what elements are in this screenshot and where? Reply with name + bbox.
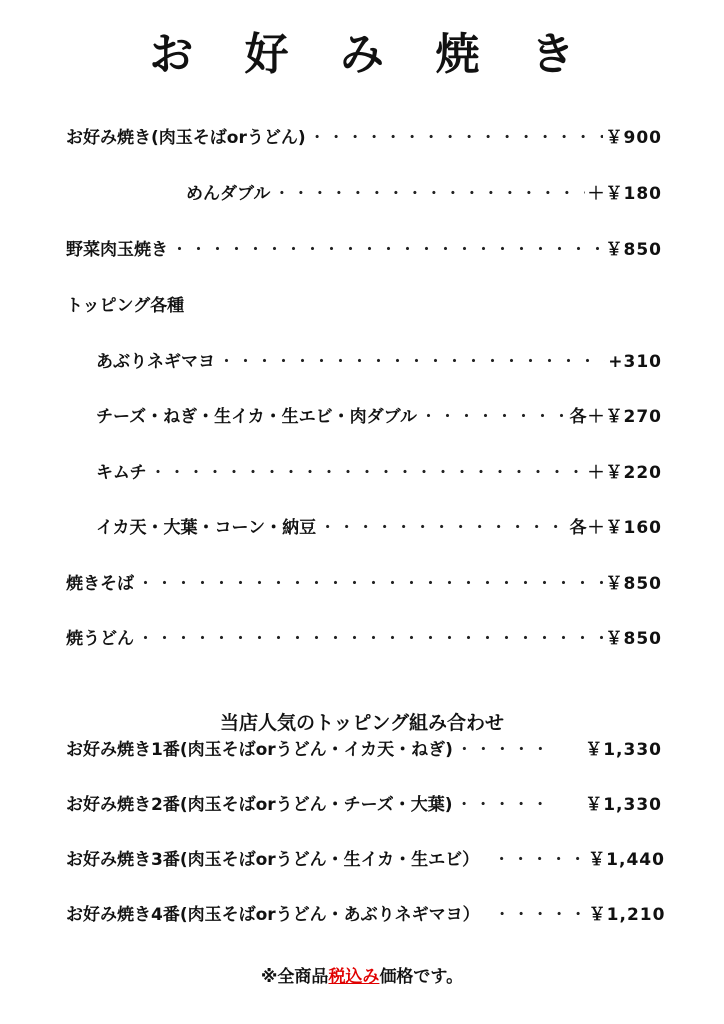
leader-dots	[319, 516, 566, 540]
menu-item-price: 各＋￥270	[569, 407, 662, 427]
combo-item-name: お好み焼き1番(肉玉そばorうどん・イカ天・ねぎ)	[66, 740, 453, 760]
menu-item-name: イカ天・大葉・コーン・納豆	[96, 518, 317, 538]
menu-item-price: ＋￥180	[587, 184, 662, 204]
combo-item	[66, 903, 666, 927]
menu-item	[96, 516, 662, 540]
tax-note-suffix: 価格です。	[379, 967, 464, 987]
menu-item-name: めんダブル	[186, 184, 271, 204]
menu-item-name: 焼うどん	[66, 629, 134, 649]
tax-note-highlight: 税込み	[328, 967, 380, 987]
menu-item	[66, 238, 662, 262]
leader-dots	[493, 848, 588, 872]
combo-item-price: ￥1,440	[588, 850, 665, 870]
leader-dots	[456, 738, 551, 762]
combo-item-price: ￥1,330	[585, 795, 662, 815]
menu-item-name: あぶりネギマヨ	[96, 352, 215, 372]
combo-item-name: お好み焼き3番(肉玉そばorうどん・生イカ・生エビ）	[66, 850, 480, 870]
menu-item-name: キムチ	[96, 463, 147, 483]
leader-dots	[150, 461, 585, 485]
menu-item	[66, 126, 662, 150]
combo-item-name: お好み焼き2番(肉玉そばorうどん・チーズ・大葉)	[66, 795, 453, 815]
menu-item	[66, 627, 662, 651]
menu-item-price: ￥850	[605, 629, 662, 649]
menu-item	[96, 350, 662, 374]
leader-dots	[420, 405, 567, 429]
combo-item-price: ￥1,330	[585, 740, 662, 760]
combo-item-name: お好み焼き4番(肉玉そばorうどん・あぶりネギマヨ）	[66, 905, 480, 925]
leader-dots	[494, 903, 589, 927]
menu-item-name: 野菜肉玉焼き	[66, 240, 168, 260]
menu-item-price: ￥900	[605, 128, 662, 148]
menu-item-price: 各＋￥160	[569, 518, 662, 538]
leader-dots	[218, 350, 605, 374]
combo-item-price: ￥1,210	[588, 905, 666, 925]
combo-section-title: 当店人気のトッピング組み合わせ	[219, 712, 505, 734]
menu-item-price: ￥850	[605, 574, 662, 594]
menu-item-name: 焼きそば	[66, 574, 134, 594]
menu-item-price: +310	[608, 352, 662, 372]
menu-item-name: お好み焼き(肉玉そばorうどん)	[66, 128, 306, 148]
tax-note	[0, 962, 724, 987]
tax-note-prefix: ※全商品	[260, 967, 329, 987]
page-title: お 好 み 焼 き	[149, 29, 593, 80]
leader-dots	[171, 238, 603, 262]
menu-item-price: ＋￥220	[587, 463, 662, 483]
menu-item	[186, 182, 662, 206]
menu-item-name: チーズ・ねぎ・生イカ・生エビ・肉ダブル	[96, 407, 417, 427]
leader-dots	[456, 793, 551, 817]
leader-dots	[273, 182, 584, 206]
toppings-heading: トッピング各種	[66, 296, 185, 316]
leader-dots	[137, 572, 603, 596]
menu-item	[66, 572, 662, 596]
combo-item	[66, 738, 662, 762]
leader-dots	[309, 126, 603, 150]
combo-item	[66, 848, 665, 872]
combo-item	[66, 793, 662, 817]
menu-item-price: ￥850	[605, 240, 662, 260]
menu-item	[96, 461, 662, 485]
leader-dots	[137, 627, 603, 651]
menu-item	[96, 405, 662, 429]
